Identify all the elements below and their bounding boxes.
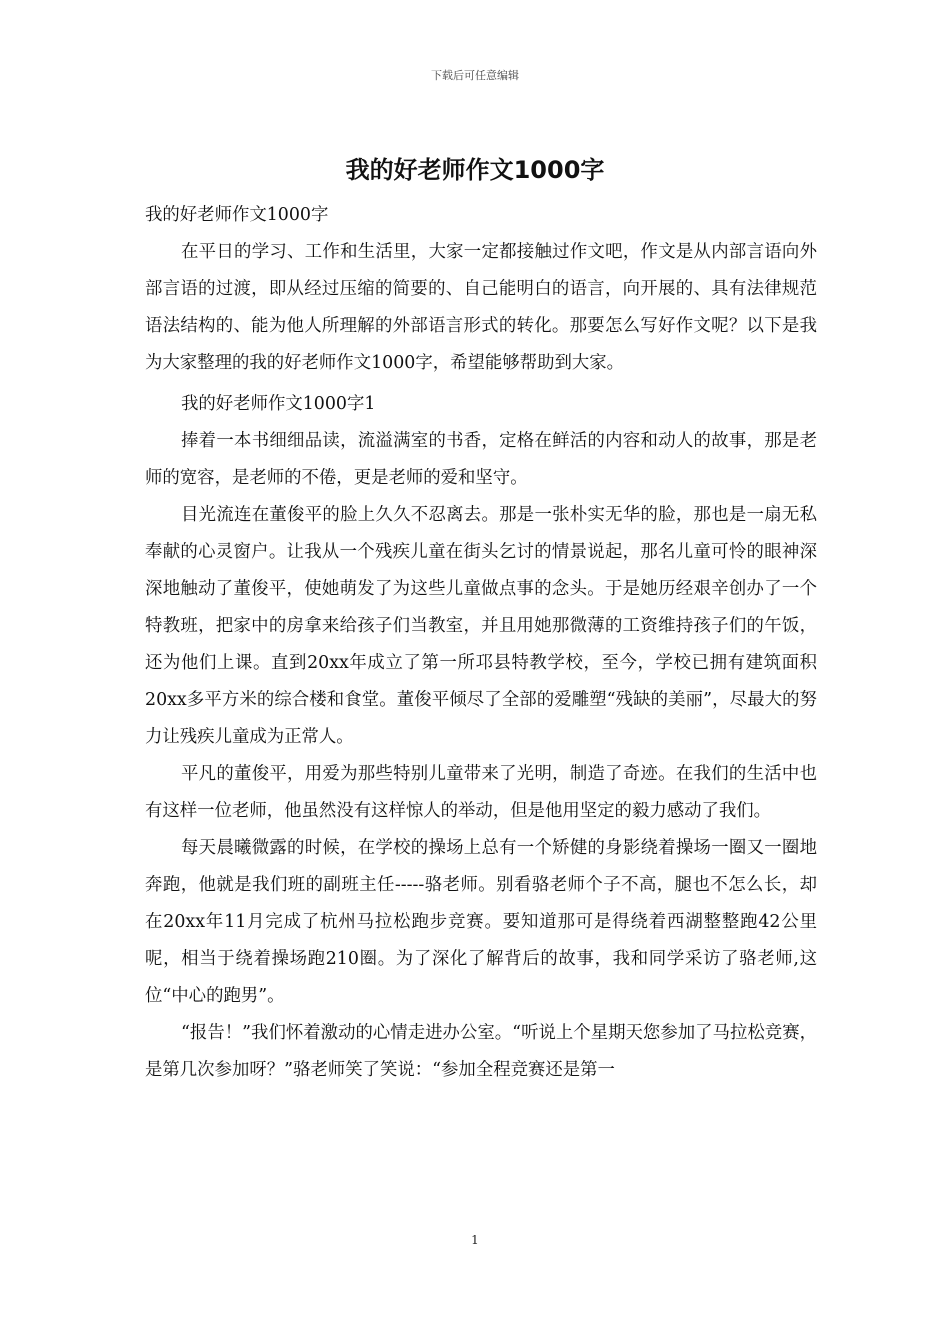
paragraph: “报告！”我们怀着激动的心情走进办公室。“听说上个星期天您参加了马拉松竞赛，是第几次参加呀？”骆老师笑了笑说：“参加全程竞赛还是第一	[145, 1023, 817, 1080]
document-subtitle: 我的好老师作文1000字	[145, 205, 329, 225]
paragraph: 捧着一本书细细品读，流溢满室的书香，定格在鲜活的内容和动人的故事，那是老师的宽容，是老师的不倦，更是老师的爱和坚守。	[145, 431, 817, 488]
document-title: 我的好老师作文1000字	[345, 156, 605, 184]
paragraph: 每天晨曦微露的时候，在学校的操场上总有一个矫健的身影绕着操场一圈又一圈地奔跑，他就是我们班的副班主任-----骆老师。别看骆老师个子不高，腿也不怎么长，却在20xx年11月完成了杭州马拉松跑步竞赛。要知道那可是得绕着西湖整整跑42公里呢，相当于绕着操场跑210圈。为了深化了解背后的故事，我和同学采访了骆老师,这位“中心的跑男”。	[145, 838, 817, 1006]
paragraph-intro: 在平日的学习、工作和生活里，大家一定都接触过作文吧，作文是从内部言语向外部言语的过渡，即从经过压缩的简要的、自己能明白的语言，向开展的、具有法律规范语法结构的、能为他人所理解的外部语言形式的转化。那要怎么写好作文呢？以下是我为大家整理的我的好老师作文1000字，希望能够帮助到大家。	[145, 242, 817, 373]
section-heading: 我的好老师作文1000字1	[181, 394, 376, 414]
paragraph: 平凡的董俊平，用爱为那些特别儿童带来了光明，制造了奇迹。在我们的生活中也有这样一位老师，他虽然没有这样惊人的举动，但是他用坚定的毅力感动了我们。	[145, 764, 817, 821]
header-note: 下载后可任意编辑	[431, 69, 519, 82]
paragraph: 目光流连在董俊平的脸上久久不忍离去。那是一张朴实无华的脸，那也是一扇无私奉献的心灵窗户。让我从一个残疾儿童在街头乞讨的情景说起，那名儿童可怜的眼神深深地触动了董俊平，使她萌发了为这些儿童做点事的念头。于是她历经艰辛创办了一个特教班，把家中的房拿来给孩子们当教室，并且用她那微薄的工资维持孩子们的午饭，还为他们上课。直到20xx年成立了第一所邛县特教学校，至今，学校已拥有建筑面积20xx多平方米的综合楼和食堂。董俊平倾尽了全部的爱雕塑“残缺的美丽”，尽最大的努力让残疾儿童成为正常人。	[145, 505, 817, 747]
page-number: 1	[471, 1233, 479, 1247]
document-body	[145, 197, 817, 1089]
